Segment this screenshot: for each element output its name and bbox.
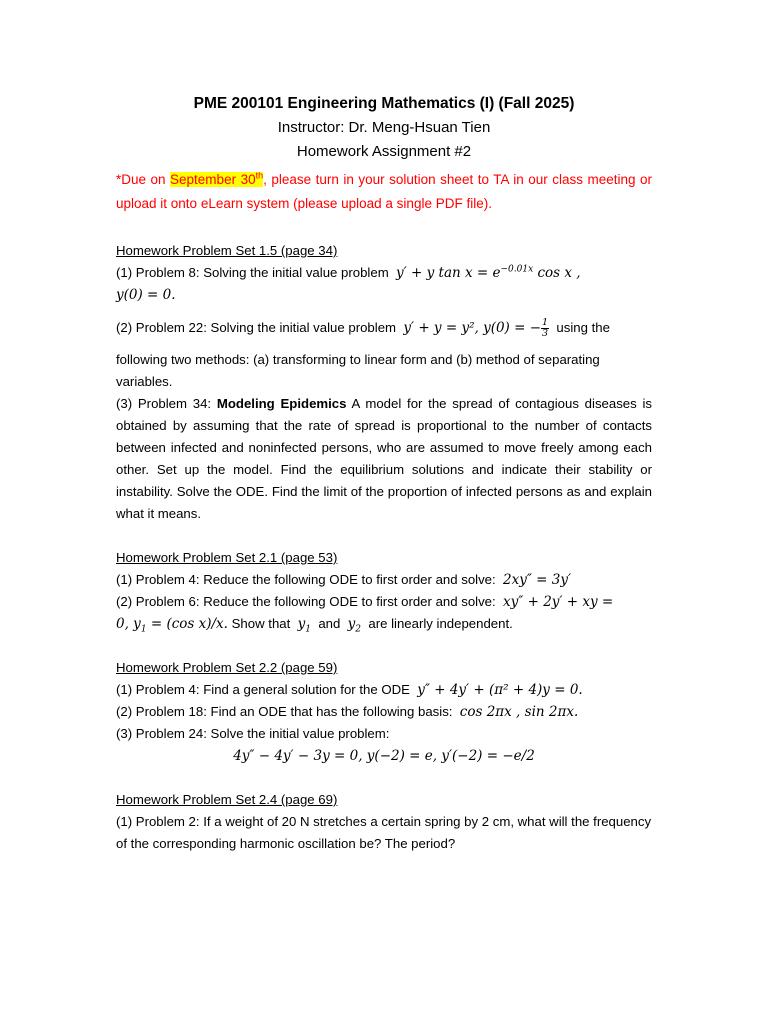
equation: y′ + y $\tan x = e^{-0.01x}$ cos x , [396,264,581,281]
equation: y′ + y = y², y(0) = − $\frac{1}{3}$ [403,317,549,339]
set-2-4-problem-2: (1) Problem 2: If a weight of 20 N stretches a certain spring by 2 cm, what will the frequency of the corresponding harmonic oscillation be? The period? [116,814,652,851]
set-1-5-problem-22-cont: following two methods: (a) transforming to linear form and (b) method of separating variables. [116,352,600,389]
instructor-line: Instructor: Dr. Meng-Hsuan Tien [277,119,491,136]
course-title: PME 200101 Engineering Mathematics (I) (Fall 2025) [193,95,575,112]
due-date-highlight: September 30th [170,170,264,187]
set-2-4-heading: Homework Problem Set 2.4 (page 69) [116,792,338,807]
set-1-5-problem-8: (1) Problem 8: Solving the initial value problem y′ + y $\tan x = e^{-0.01x}$ cos x , y(0) = 0. [116,264,581,303]
set-2-2-problem-24: (3) Problem 24: Solve the initial value problem: [116,726,390,741]
set-1-5-problem-22: (2) Problem 22: Solving the initial value problem y′ + y = y², y(0) = − $\frac{1}{3}$ using the [116,317,610,339]
set-1-5-problem-34: (3) Problem 34: Modeling Epidemics A model for the spread of contagious diseases is obtained by assuming that the rate of spread is proportional to the number of contacts between infected and noninfected persons, who are assumed to move freely among each other. Set up the model. Find the equilibrium solutions and indicate their stability or instability. Solve the ODE. Find the limit of the proportion of infected persons as and explain what it means. [116,396,653,521]
document-page [116,92,652,855]
due-notice: *Due on September 30th, please turn in your solution sheet to TA in our class meeting or upload it onto eLearn system (please upload a single PDF file). [116,170,652,211]
assignment-title: Homework Assignment #2 [296,143,472,160]
equation: y(0) = 0. [116,287,176,303]
set-2-2-problem-4: (1) Problem 4: Find a general solution for the ODE y″ + 4y′ + (π² + 4)y = 0. [116,682,583,698]
set-2-2-problem-18: (2) Problem 18: Find an ODE that has the following basis: cos 2πx , sin 2πx. [116,704,579,720]
set-2-1-heading: Homework Problem Set 2.1 (page 53) [116,550,338,565]
set-2-2-problem-24-equation: 4y″ − 4y′ − 3y = 0, y(−2) = e, y′(−2) = −e/2 [233,748,535,764]
set-2-1-problem-4: (1) Problem 4: Reduce the following ODE to first order and solve: 2xy″ = 3y′ [116,572,572,588]
set-1-5-heading: Homework Problem Set 1.5 (page 34) [116,243,338,258]
set-2-1-problem-6: (2) Problem 6: Reduce the following ODE to first order and solve: xy″ + 2y′ + xy = 0, $y_1 = (\cos$ x)/x. Show that $y_1$ and $y_2$ are linearly independent. [116,594,614,635]
set-2-2-heading: Homework Problem Set 2.2 (page 59) [116,660,338,675]
